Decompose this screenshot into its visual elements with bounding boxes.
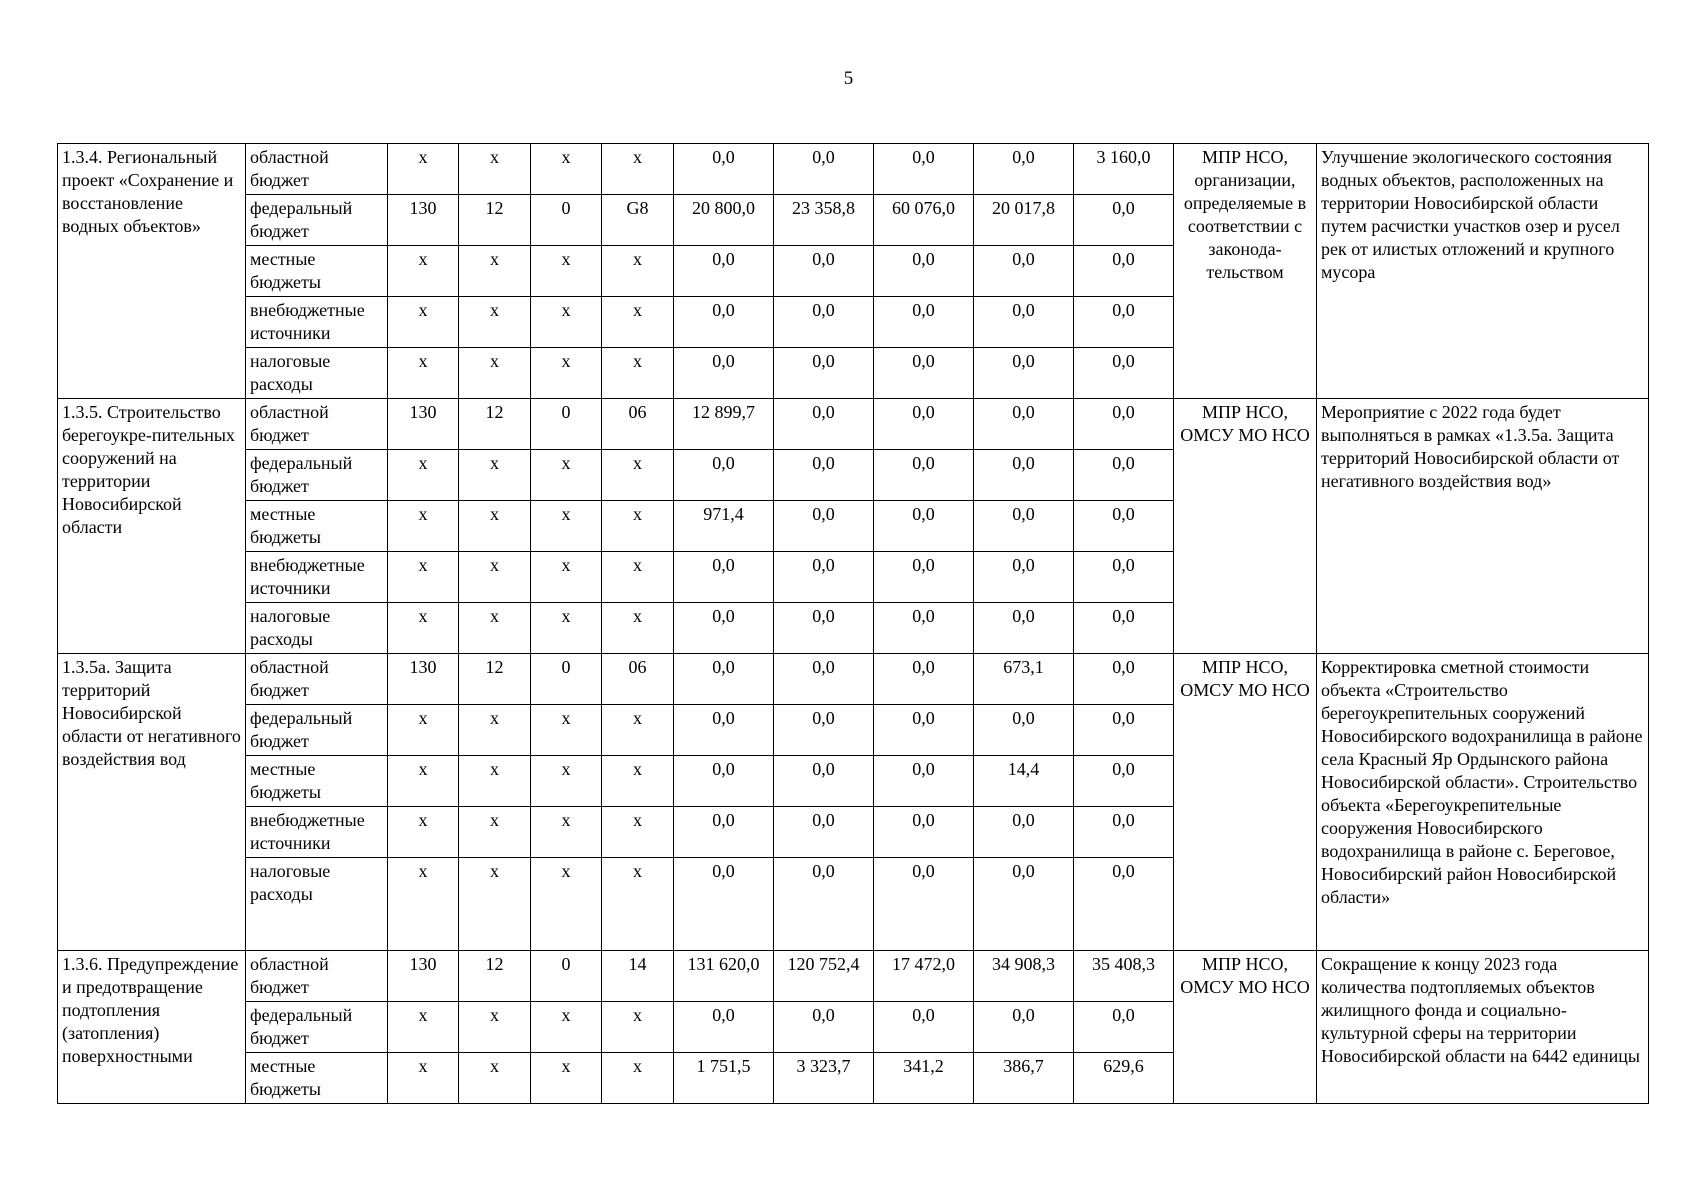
cell-gp: x [388,246,459,297]
cell-gp: x [388,807,459,858]
cell-gp2: x [459,144,531,195]
cell-gp: x [388,603,459,654]
cell-year-1: 0,0 [674,807,774,858]
cell-year-1: 12 899,7 [674,399,774,450]
cell-year-2: 0,0 [774,501,874,552]
cell-year-2: 0,0 [774,705,874,756]
cell-year-3: 0,0 [874,1002,974,1053]
cell-year-3: 0,0 [874,756,974,807]
cell-p: x [531,501,602,552]
cell-p: x [531,552,602,603]
cell-om: x [602,603,674,654]
cell-year-3: 0,0 [874,807,974,858]
funding-source: налоговые расходы [246,603,388,654]
cell-year-3: 0,0 [874,654,974,705]
cell-year-5: 3 160,0 [1074,144,1174,195]
cell-year-4: 0,0 [974,246,1074,297]
cell-year-4: 34 908,3 [974,951,1074,1002]
cell-gp: x [388,1002,459,1053]
cell-year-1: 0,0 [674,450,774,501]
cell-gp2: x [459,501,531,552]
cell-year-1: 0,0 [674,246,774,297]
cell-year-2: 0,0 [774,1002,874,1053]
cell-year-3: 17 472,0 [874,951,974,1002]
cell-gp: x [388,1053,459,1104]
cell-year-5: 0,0 [1074,858,1174,951]
cell-om: x [602,501,674,552]
cell-year-2: 23 358,8 [774,195,874,246]
cell-gp: 130 [388,399,459,450]
cell-year-4: 0,0 [974,399,1074,450]
cell-year-5: 629,6 [1074,1053,1174,1104]
funding-source: внебюджетные источники [246,297,388,348]
responsible-executor: МПР НСО, ОМСУ МО НСО [1174,399,1317,654]
cell-year-1: 0,0 [674,552,774,603]
cell-year-5: 0,0 [1074,348,1174,399]
cell-year-5: 35 408,3 [1074,951,1174,1002]
cell-year-4: 386,7 [974,1053,1074,1104]
cell-om: 06 [602,654,674,705]
cell-om: x [602,705,674,756]
cell-gp: x [388,705,459,756]
expected-result: Корректировка сметной стоимости объекта «Строительство берегоукрепительных сооружений Новосибирского водохранилища в районе села Красный Яр Ордынского района Новосибирской области». Строительство объекта «Берегоукрепительные сооружения Новосибирского водохранилища в районе с. Береговое, Новосибирский район Новосибирской области» [1317,654,1649,951]
cell-gp2: 12 [459,195,531,246]
cell-year-1: 0,0 [674,756,774,807]
table-row [58,951,1649,1002]
cell-om: x [602,144,674,195]
funding-source: федеральный бюджет [246,705,388,756]
funding-source: налоговые расходы [246,348,388,399]
cell-om: G8 [602,195,674,246]
cell-year-2: 0,0 [774,807,874,858]
cell-p: x [531,297,602,348]
table-row [58,399,1649,450]
funding-source: федеральный бюджет [246,1002,388,1053]
cell-om: 06 [602,399,674,450]
funding-source: областной бюджет [246,951,388,1002]
cell-p: x [531,246,602,297]
funding-source: местные бюджеты [246,1053,388,1104]
cell-year-3: 0,0 [874,858,974,951]
cell-om: x [602,1053,674,1104]
cell-gp: x [388,552,459,603]
cell-om: x [602,1002,674,1053]
cell-year-5: 0,0 [1074,552,1174,603]
cell-year-5: 0,0 [1074,195,1174,246]
funding-source: областной бюджет [246,144,388,195]
cell-year-5: 0,0 [1074,756,1174,807]
cell-year-5: 0,0 [1074,297,1174,348]
cell-year-3: 0,0 [874,603,974,654]
cell-gp2: 12 [459,654,531,705]
cell-gp2: x [459,297,531,348]
cell-year-4: 0,0 [974,450,1074,501]
cell-year-5: 0,0 [1074,603,1174,654]
cell-om: 14 [602,951,674,1002]
cell-year-1: 131 620,0 [674,951,774,1002]
funding-source: федеральный бюджет [246,450,388,501]
cell-om: x [602,450,674,501]
cell-om: x [602,858,674,951]
cell-om: x [602,348,674,399]
cell-year-4: 673,1 [974,654,1074,705]
cell-gp2: x [459,807,531,858]
cell-year-1: 0,0 [674,603,774,654]
cell-gp: 130 [388,654,459,705]
cell-year-3: 341,2 [874,1053,974,1104]
funding-source: местные бюджеты [246,501,388,552]
cell-year-1: 0,0 [674,858,774,951]
cell-year-3: 0,0 [874,246,974,297]
cell-year-4: 0,0 [974,144,1074,195]
funding-source: областной бюджет [246,654,388,705]
cell-year-4: 0,0 [974,348,1074,399]
cell-year-2: 0,0 [774,654,874,705]
cell-gp: x [388,348,459,399]
cell-om: x [602,807,674,858]
funding-source: областной бюджет [246,399,388,450]
cell-p: x [531,1053,602,1104]
cell-year-4: 0,0 [974,501,1074,552]
cell-year-4: 14,4 [974,756,1074,807]
cell-p: x [531,756,602,807]
cell-year-5: 0,0 [1074,654,1174,705]
cell-p: x [531,144,602,195]
cell-year-5: 0,0 [1074,705,1174,756]
cell-year-3: 0,0 [874,348,974,399]
cell-year-1: 0,0 [674,144,774,195]
cell-year-1: 0,0 [674,1002,774,1053]
cell-year-1: 1 751,5 [674,1053,774,1104]
cell-year-2: 0,0 [774,246,874,297]
cell-p: x [531,1002,602,1053]
cell-year-3: 0,0 [874,552,974,603]
cell-year-4: 20 017,8 [974,195,1074,246]
funding-source: внебюджетные источники [246,552,388,603]
cell-year-4: 0,0 [974,297,1074,348]
cell-year-2: 0,0 [774,144,874,195]
cell-gp2: x [459,858,531,951]
cell-year-3: 0,0 [874,705,974,756]
funding-source: внебюджетные источники [246,807,388,858]
cell-p: 0 [531,195,602,246]
cell-om: x [602,297,674,348]
activity-name: 1.3.6. Предупреждение и предотвращение подтопления (затопления) поверхностными [58,951,246,1104]
cell-gp2: x [459,603,531,654]
responsible-executor: МПР НСО, организации, определяемые в соответствии с законода-тельством [1174,144,1317,399]
cell-year-3: 0,0 [874,450,974,501]
cell-year-2: 0,0 [774,399,874,450]
cell-year-3: 0,0 [874,144,974,195]
cell-gp: 130 [388,951,459,1002]
cell-year-1: 0,0 [674,705,774,756]
funding-source: местные бюджеты [246,246,388,297]
cell-year-5: 0,0 [1074,1002,1174,1053]
program-activities-table [57,143,1649,1104]
cell-year-2: 120 752,4 [774,951,874,1002]
expected-result: Сокращение к концу 2023 года количества подтопляемых объектов жилищного фонда и социально-культурной сферы на территории Новосибирской области на 6442 единицы [1317,951,1649,1104]
responsible-executor: МПР НСО, ОМСУ МО НСО [1174,654,1317,951]
cell-year-4: 0,0 [974,858,1074,951]
cell-year-2: 0,0 [774,450,874,501]
cell-year-2: 0,0 [774,858,874,951]
cell-gp2: x [459,756,531,807]
cell-gp2: x [459,705,531,756]
cell-p: x [531,450,602,501]
cell-year-5: 0,0 [1074,501,1174,552]
cell-p: x [531,603,602,654]
cell-gp: x [388,297,459,348]
cell-gp2: x [459,450,531,501]
cell-om: x [602,552,674,603]
activity-name: 1.3.5. Строительство берегоукре-пительных сооружений на территории Новосибирской области [58,399,246,654]
expected-result: Мероприятие с 2022 года будет выполняться в рамках «1.3.5а. Защита территорий Новосибирской области от негативного воздействия вод» [1317,399,1649,654]
cell-year-5: 0,0 [1074,807,1174,858]
cell-year-4: 0,0 [974,705,1074,756]
cell-year-3: 60 076,0 [874,195,974,246]
cell-gp2: x [459,1053,531,1104]
funding-source: налоговые расходы [246,858,388,951]
cell-year-3: 0,0 [874,399,974,450]
cell-year-4: 0,0 [974,1002,1074,1053]
cell-p: 0 [531,399,602,450]
cell-p: 0 [531,951,602,1002]
cell-year-4: 0,0 [974,552,1074,603]
cell-year-3: 0,0 [874,501,974,552]
cell-p: x [531,807,602,858]
responsible-executor: МПР НСО, ОМСУ МО НСО [1174,951,1317,1104]
page-number: 5 [843,68,854,89]
cell-year-1: 0,0 [674,654,774,705]
cell-gp: x [388,756,459,807]
funding-source: федеральный бюджет [246,195,388,246]
cell-year-4: 0,0 [974,807,1074,858]
cell-year-2: 0,0 [774,348,874,399]
activity-name: 1.3.5а. Защита территорий Новосибирской области от негативного воздействия вод [58,654,246,951]
cell-p: 0 [531,654,602,705]
cell-year-1: 0,0 [674,348,774,399]
cell-gp2: 12 [459,951,531,1002]
funding-source: местные бюджеты [246,756,388,807]
cell-year-3: 0,0 [874,297,974,348]
cell-gp: x [388,450,459,501]
cell-gp2: x [459,552,531,603]
cell-gp: 130 [388,195,459,246]
cell-year-5: 0,0 [1074,246,1174,297]
cell-year-2: 0,0 [774,603,874,654]
cell-gp2: 12 [459,399,531,450]
cell-gp2: x [459,348,531,399]
cell-year-2: 0,0 [774,297,874,348]
cell-gp: x [388,858,459,951]
cell-p: x [531,858,602,951]
cell-om: x [602,756,674,807]
cell-year-1: 0,0 [674,297,774,348]
cell-gp: x [388,144,459,195]
table-row [58,144,1649,195]
cell-year-1: 971,4 [674,501,774,552]
cell-year-4: 0,0 [974,603,1074,654]
table-row [58,654,1649,705]
activity-name: 1.3.4. Региональный проект «Сохранение и восстановление водных объектов» [58,144,246,399]
cell-p: x [531,348,602,399]
cell-gp2: x [459,246,531,297]
cell-year-5: 0,0 [1074,399,1174,450]
cell-year-5: 0,0 [1074,450,1174,501]
cell-year-2: 0,0 [774,552,874,603]
cell-om: x [602,246,674,297]
cell-year-2: 0,0 [774,756,874,807]
cell-p: x [531,705,602,756]
cell-year-2: 3 323,7 [774,1053,874,1104]
expected-result: Улучшение экологического состояния водных объектов, расположенных на территории Новосибирской области путем расчистки участков озер и русел рек от илистых отложений и крупного мусора [1317,144,1649,399]
cell-year-1: 20 800,0 [674,195,774,246]
cell-gp: x [388,501,459,552]
cell-gp2: x [459,1002,531,1053]
